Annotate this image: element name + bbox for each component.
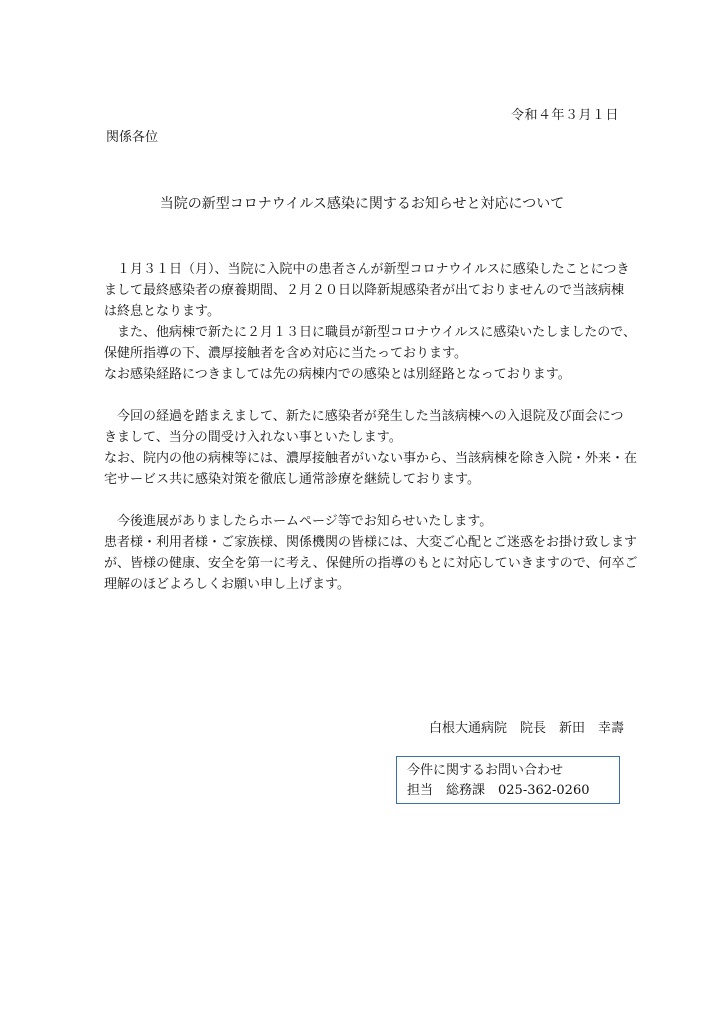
body-line: きまして、当分の間受け入れない事といたします。 xyxy=(104,430,402,445)
paragraph-gap xyxy=(104,490,624,511)
paragraph-1 xyxy=(104,259,636,385)
signature: 白根大通病院 院長 新田 幸壽 xyxy=(428,721,624,736)
body-line: まして最終感染者の療養期間、２月２０日以降新規感染者が出ておりませんので当該病棟 xyxy=(104,283,625,298)
document-title: 当院の新型コロナウイルス感染に関するお知らせと対応について xyxy=(159,196,565,212)
contact-detail: 担当 総務課 025-362-0260 xyxy=(407,783,590,798)
paragraph-gap xyxy=(104,385,624,406)
body-line: 今回の経過を踏まえまして、新たに感染者が発生した当該病棟への入退院及び面会につ xyxy=(104,409,624,424)
body-line: が、皆様の健康、安全を第一に考え、保健所の指導のもとに対応していきますので、何卒ご xyxy=(104,556,638,571)
paragraph-3 xyxy=(104,511,638,595)
body-line: なお感染経路につきましては先の病棟内での感染とは別経路となっております。 xyxy=(104,367,571,382)
document-date: 令和４年３月１日 xyxy=(510,108,619,123)
body-line: また、他病棟で新たに２月１３日に職員が新型コロナウイルスに感染いたしましたので、 xyxy=(104,325,636,340)
body-line: 保健所指導の下、濃厚接触者を含め対応に当たっております。 xyxy=(104,346,467,361)
body-line: 宅サービス共に感染対策を徹底し通常診療を継続しております。 xyxy=(104,472,480,487)
contact-heading: 今件に関するお問い合わせ xyxy=(407,763,564,778)
body-line: 今後進展がありましたらホームページ等でお知らせいたします。 xyxy=(104,514,493,529)
paragraph-2 xyxy=(104,406,638,490)
body-line: 患者様・利用者様・ご家族様、関係機関の皆様には、大変ご心配とご迷惑をお掛け致します xyxy=(104,535,638,550)
body-line: １月３１日（月）、当院に入院中の患者さんが新型コロナウイルスに感染したことにつき xyxy=(104,262,630,277)
document-body xyxy=(104,259,638,595)
body-line: なお、院内の他の病棟等には、濃厚接触者がいない事から、当該病棟を除き入院・外来・在 xyxy=(104,451,638,466)
body-line: 理解のほどよろしくお願い申し上げます。 xyxy=(104,577,350,592)
addressee: 関係各位 xyxy=(106,130,159,145)
contact-box xyxy=(396,756,620,804)
body-line: は終息となります。 xyxy=(104,304,220,319)
